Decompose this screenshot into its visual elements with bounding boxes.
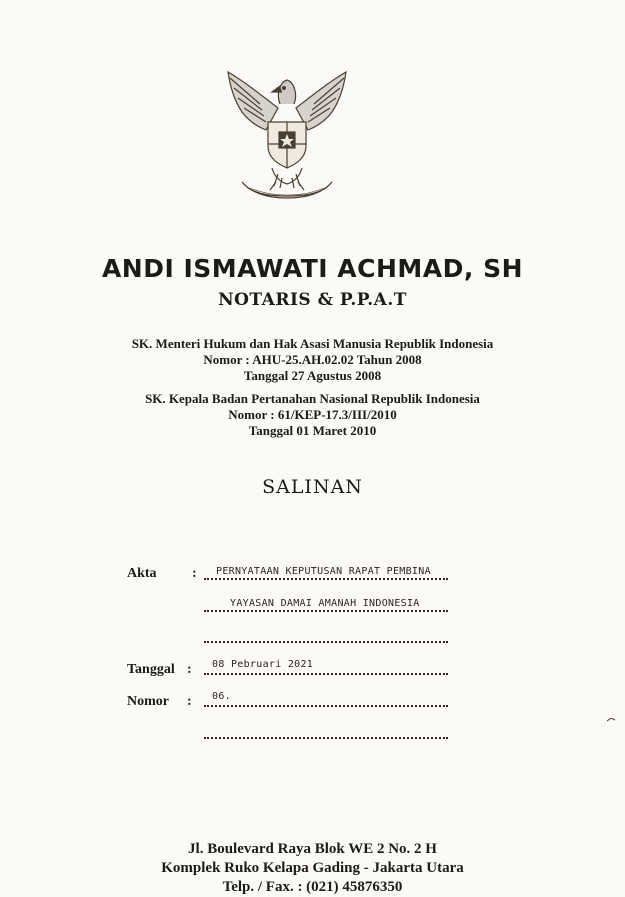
garuda-pancasila-emblem-icon — [220, 64, 354, 204]
address-complex: Komplek Ruko Kelapa Gading - Jakarta Utara — [161, 860, 464, 876]
address-phone: Telp. / Fax. : (021) 45876350 — [222, 879, 403, 895]
tanggal-value: 08 Pebruari 2021 — [212, 659, 314, 670]
akta-dotted-line-3 — [204, 641, 448, 643]
ministry-decree-block — [0, 336, 625, 384]
notary-role: NOTARIS & P.P.A.T — [218, 290, 407, 310]
tanggal-dotted-line — [204, 673, 448, 675]
nomor-dotted-line-2 — [204, 737, 448, 739]
nomor-value: 06. — [212, 691, 231, 702]
scan-speck — [607, 718, 615, 722]
akta-label: Akta — [127, 566, 157, 581]
office-address-block — [0, 840, 625, 897]
land-agency-decree-number: Nomor : 61/KEP-17.3/III/2010 — [228, 407, 397, 422]
nomor-colon: : — [187, 694, 192, 709]
nomor-label: Nomor — [127, 694, 169, 709]
nomor-dotted-line — [204, 705, 448, 707]
document-title: SALINAN — [262, 476, 363, 498]
land-agency-decree-date: Tanggal 01 Maret 2010 — [248, 423, 377, 438]
akta-value-line1: PERNYATAAN KEPUTUSAN RAPAT PEMBINA — [216, 566, 431, 577]
tanggal-colon: : — [187, 662, 192, 677]
land-agency-decree-block — [0, 391, 625, 439]
akta-colon: : — [192, 566, 197, 581]
ministry-decree-date: Tanggal 27 Agustus 2008 — [243, 368, 382, 383]
ministry-decree-line: SK. Menteri Hukum dan Hak Asasi Manusia Republik Indonesia — [131, 336, 494, 351]
ministry-decree-number: Nomor : AHU-25.AH.02.02 Tahun 2008 — [203, 352, 422, 367]
akta-dotted-line-2 — [204, 610, 448, 612]
tanggal-label: Tanggal — [127, 662, 175, 677]
land-agency-decree-line: SK. Kepala Badan Pertanahan Nasional Republik Indonesia — [145, 391, 480, 406]
notary-name: ANDI ISMAWATI ACHMAD, SH — [101, 254, 524, 283]
akta-value-line2: YAYASAN DAMAI AMANAH INDONESIA — [230, 598, 420, 609]
address-street: Jl. Boulevard Raya Blok WE 2 No. 2 H — [188, 841, 437, 857]
akta-dotted-line-1 — [204, 578, 448, 580]
